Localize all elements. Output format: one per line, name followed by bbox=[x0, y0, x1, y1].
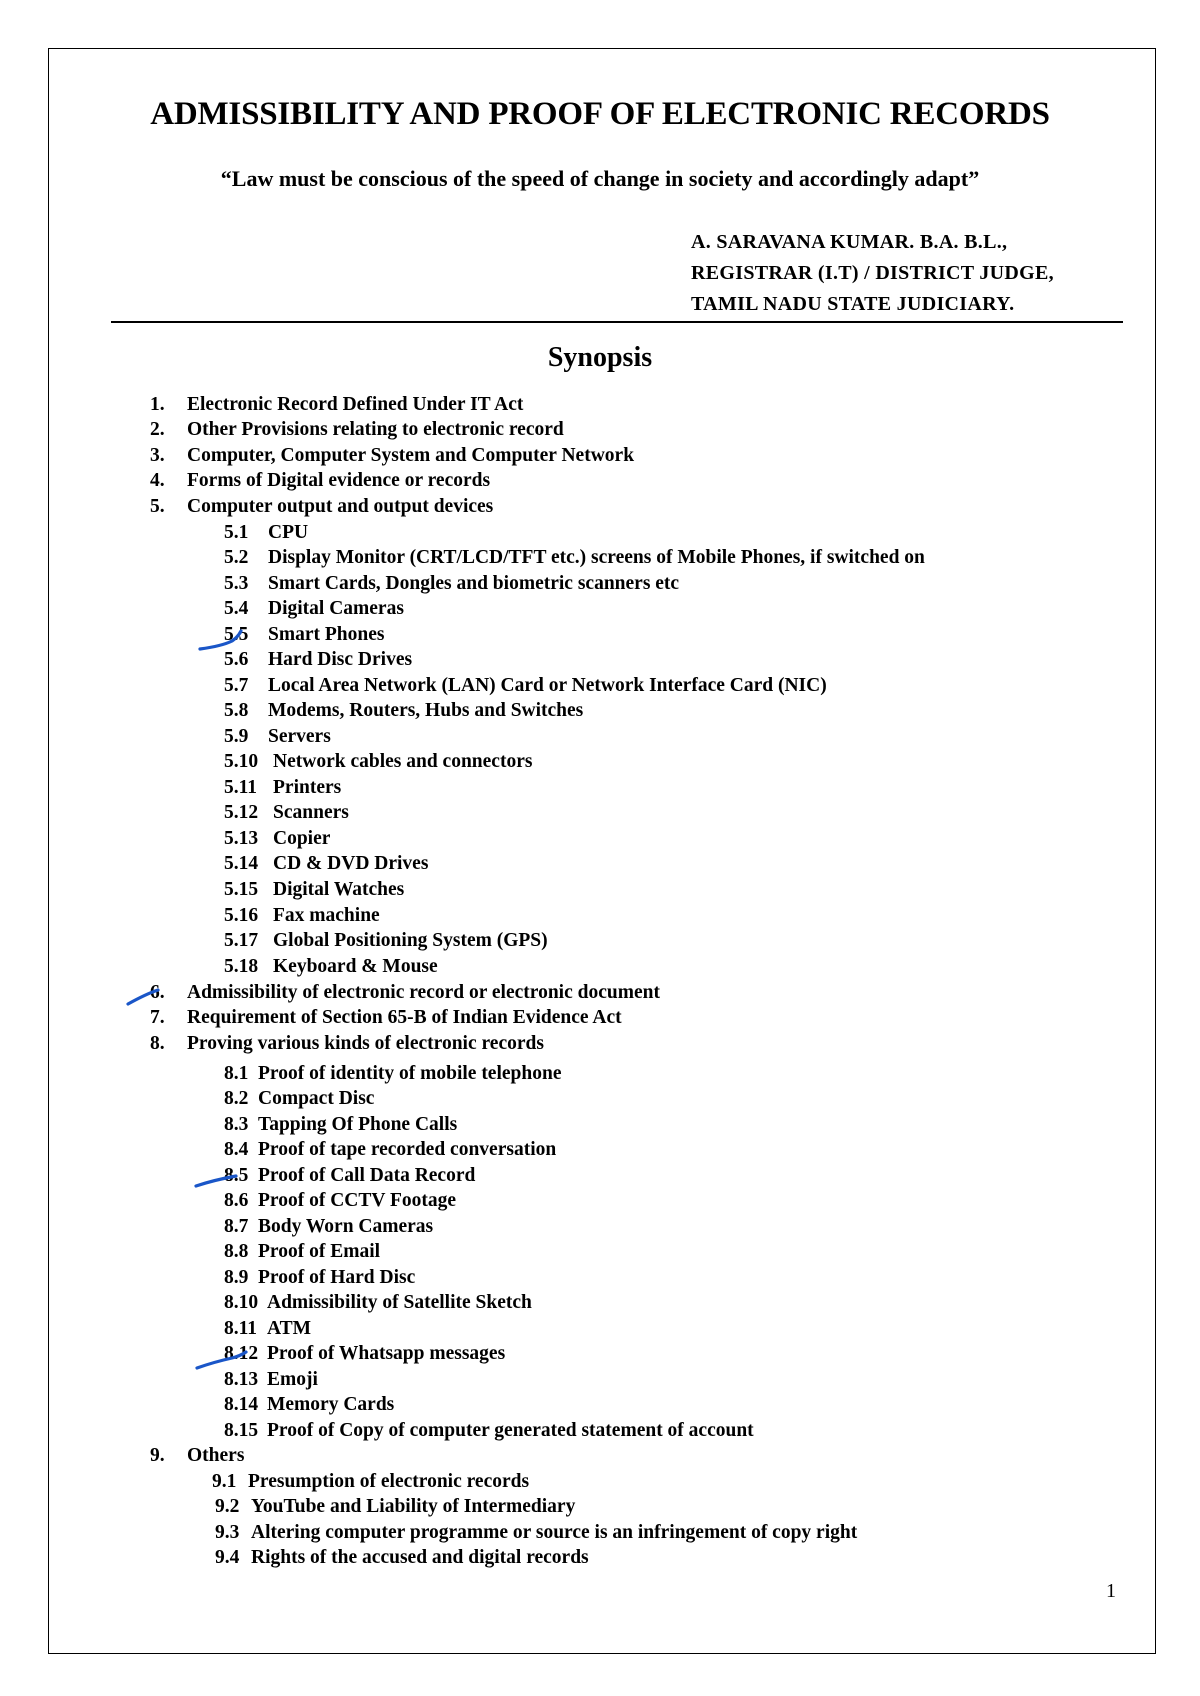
synopsis-item-text: Admissibility of electronic record or electronic document bbox=[187, 982, 660, 1003]
synopsis-item-text: Printers bbox=[273, 777, 342, 798]
synopsis-item bbox=[224, 1138, 556, 1162]
synopsis-item bbox=[224, 827, 330, 851]
synopsis-item-text: Digital Cameras bbox=[268, 598, 404, 619]
synopsis-item-number: 4. bbox=[150, 470, 165, 491]
synopsis-item-number: 5. bbox=[150, 496, 165, 517]
synopsis-item-number: 5.17 bbox=[224, 930, 259, 951]
synopsis-item bbox=[224, 852, 428, 876]
synopsis-item-number: 5.5 bbox=[224, 624, 249, 645]
synopsis-item-text: Body Worn Cameras bbox=[258, 1216, 434, 1237]
synopsis-item bbox=[150, 418, 564, 442]
synopsis-item bbox=[224, 904, 380, 928]
synopsis-item bbox=[224, 801, 349, 825]
synopsis-item-text: Digital Watches bbox=[273, 879, 405, 900]
page-number: 1 bbox=[1106, 1580, 1116, 1602]
synopsis-item-number: 5.18 bbox=[224, 956, 259, 977]
synopsis-item-text: Smart Phones bbox=[268, 624, 385, 645]
synopsis-item-number: 3. bbox=[150, 445, 165, 466]
synopsis-item bbox=[150, 1444, 244, 1468]
synopsis-item-text: Electronic Record Defined Under IT Act bbox=[187, 394, 524, 415]
synopsis-item-number: 8.7 bbox=[224, 1216, 249, 1237]
synopsis-item bbox=[150, 444, 634, 468]
synopsis-item bbox=[224, 1164, 475, 1188]
synopsis-item bbox=[150, 1032, 544, 1056]
synopsis-item-number: 8.2 bbox=[224, 1088, 249, 1109]
synopsis-item-number: 5.4 bbox=[224, 598, 249, 619]
synopsis-item-number: 5.16 bbox=[224, 905, 259, 926]
synopsis-item-number: 5.6 bbox=[224, 649, 249, 670]
synopsis-item bbox=[224, 597, 404, 621]
synopsis-item-text: CD & DVD Drives bbox=[273, 853, 429, 874]
synopsis-item-text: Proof of Copy of computer generated statement of account bbox=[267, 1420, 754, 1441]
synopsis-item-text: Proof of tape recorded conversation bbox=[258, 1139, 557, 1160]
document-title: ADMISSIBILITY AND PROOF OF ELECTRONIC RECORDS bbox=[150, 96, 1050, 132]
synopsis-item bbox=[224, 1266, 415, 1290]
synopsis-item-text: Scanners bbox=[273, 802, 349, 823]
author-designation: REGISTRAR (I.T) / DISTRICT JUDGE, bbox=[691, 262, 1054, 284]
synopsis-item-text: Global Positioning System (GPS) bbox=[273, 930, 548, 951]
synopsis-item-number: 9. bbox=[150, 1445, 165, 1466]
synopsis-item-text: Local Area Network (LAN) Card or Network Interface Card (NIC) bbox=[268, 675, 827, 696]
synopsis-item bbox=[224, 1215, 433, 1239]
synopsis-item bbox=[224, 1113, 457, 1137]
synopsis-item-text: CPU bbox=[268, 522, 309, 543]
synopsis-item-text: Admissibility of Satellite Sketch bbox=[267, 1292, 532, 1313]
synopsis-item bbox=[224, 776, 341, 800]
synopsis-item bbox=[224, 648, 412, 672]
synopsis-item-text: Modems, Routers, Hubs and Switches bbox=[268, 700, 584, 721]
synopsis-item bbox=[224, 1240, 380, 1264]
synopsis-item-text: Proof of Hard Disc bbox=[258, 1267, 416, 1288]
synopsis-item-number: 8.5 bbox=[224, 1165, 249, 1186]
synopsis-item-number: 8.9 bbox=[224, 1267, 249, 1288]
synopsis-item-text: ATM bbox=[267, 1318, 312, 1339]
synopsis-item bbox=[215, 1546, 589, 1570]
synopsis-item bbox=[150, 495, 493, 519]
synopsis-item bbox=[224, 1062, 561, 1086]
synopsis-item-text: Proving various kinds of electronic records bbox=[187, 1033, 544, 1054]
synopsis-item-text: Altering computer programme or source is an infringement of copy right bbox=[251, 1522, 858, 1543]
synopsis-item bbox=[215, 1521, 857, 1545]
synopsis-item bbox=[224, 955, 438, 979]
synopsis-item bbox=[150, 469, 490, 493]
synopsis-item-text: Proof of identity of mobile telephone bbox=[258, 1063, 562, 1084]
synopsis-item bbox=[224, 546, 925, 570]
synopsis-item-text: Hard Disc Drives bbox=[268, 649, 413, 670]
synopsis-item-number: 5.2 bbox=[224, 547, 249, 568]
synopsis-item bbox=[212, 1470, 529, 1494]
synopsis-item-number: 8.11 bbox=[224, 1318, 258, 1339]
synopsis-item-text: Presumption of electronic records bbox=[248, 1471, 530, 1492]
epigraph-quote: “Law must be conscious of the speed of change in society and accordingly adapt” bbox=[220, 166, 980, 191]
synopsis-item-text: Computer, Computer System and Computer Network bbox=[187, 445, 635, 466]
synopsis-item-number: 9.3 bbox=[215, 1522, 240, 1543]
synopsis-item bbox=[224, 1317, 311, 1341]
synopsis-item-number: 8.8 bbox=[224, 1241, 249, 1262]
synopsis-item-number: 2. bbox=[150, 419, 165, 440]
synopsis-item-text: Network cables and connectors bbox=[273, 751, 533, 772]
synopsis-item-number: 8.12 bbox=[224, 1343, 259, 1364]
synopsis-item-text: Tapping Of Phone Calls bbox=[258, 1114, 458, 1135]
synopsis-item bbox=[224, 521, 308, 545]
synopsis-item-text: Requirement of Section 65-B of Indian Evidence Act bbox=[187, 1007, 622, 1028]
synopsis-item-text: Others bbox=[187, 1445, 245, 1466]
synopsis-item-text: Servers bbox=[268, 726, 331, 747]
synopsis-item bbox=[224, 623, 384, 647]
synopsis-item-number: 8.14 bbox=[224, 1394, 259, 1415]
synopsis-item-text: YouTube and Liability of Intermediary bbox=[251, 1496, 576, 1517]
synopsis-item-text: Proof of Email bbox=[258, 1241, 381, 1262]
synopsis-item-number: 5.1 bbox=[224, 522, 249, 543]
synopsis-item-text: Proof of CCTV Footage bbox=[258, 1190, 457, 1211]
synopsis-item bbox=[215, 1495, 575, 1519]
synopsis-item-number: 8.3 bbox=[224, 1114, 249, 1135]
synopsis-item bbox=[150, 1006, 622, 1030]
synopsis-item-number: 5.3 bbox=[224, 573, 249, 594]
synopsis-item bbox=[150, 393, 523, 417]
author-organization: TAMIL NADU STATE JUDICIARY. bbox=[691, 293, 1015, 315]
synopsis-heading: Synopsis bbox=[547, 342, 653, 373]
synopsis-item bbox=[224, 1342, 505, 1366]
synopsis-item-text: Copier bbox=[273, 828, 331, 849]
synopsis-item-text: Emoji bbox=[267, 1369, 318, 1390]
synopsis-item bbox=[224, 1291, 532, 1315]
synopsis-item-text: Proof of Call Data Record bbox=[258, 1165, 476, 1186]
author-name: A. SARAVANA KUMAR. B.A. B.L., bbox=[691, 231, 1008, 253]
synopsis-item-text: Smart Cards, Dongles and biometric scanners etc bbox=[268, 573, 680, 594]
synopsis-item bbox=[224, 1087, 374, 1111]
synopsis-item-number: 7. bbox=[150, 1007, 165, 1028]
synopsis-item-text: Memory Cards bbox=[267, 1394, 395, 1415]
synopsis-item bbox=[224, 1189, 456, 1213]
synopsis-item-text: Forms of Digital evidence or records bbox=[187, 470, 491, 491]
synopsis-item-number: 5.10 bbox=[224, 751, 259, 772]
synopsis-item-number: 9.2 bbox=[215, 1496, 240, 1517]
synopsis-item bbox=[224, 929, 548, 953]
synopsis-item-number: 5.8 bbox=[224, 700, 249, 721]
synopsis-item bbox=[224, 572, 679, 596]
synopsis-item bbox=[224, 674, 827, 698]
synopsis-item-number: 8.6 bbox=[224, 1190, 249, 1211]
synopsis-item-text: Keyboard & Mouse bbox=[273, 956, 438, 977]
synopsis-item-number: 5.9 bbox=[224, 726, 249, 747]
synopsis-item-number: 8.4 bbox=[224, 1139, 249, 1160]
synopsis-item bbox=[224, 725, 331, 749]
synopsis-item bbox=[224, 699, 583, 723]
synopsis-item-number: 5.13 bbox=[224, 828, 259, 849]
synopsis-item-number: 8.1 bbox=[224, 1063, 249, 1084]
synopsis-item-text: Rights of the accused and digital records bbox=[251, 1547, 589, 1568]
synopsis-item-number: 8. bbox=[150, 1033, 165, 1054]
synopsis-item-number: 5.14 bbox=[224, 853, 259, 874]
synopsis-item-number: 5.7 bbox=[224, 675, 249, 696]
synopsis-item-text: Compact Disc bbox=[258, 1088, 375, 1109]
synopsis-item-number: 9.4 bbox=[215, 1547, 240, 1568]
synopsis-item-text: Computer output and output devices bbox=[187, 496, 494, 517]
synopsis-item-number: 5.15 bbox=[224, 879, 259, 900]
synopsis-item-text: Fax machine bbox=[273, 905, 380, 926]
synopsis-item-number: 5.12 bbox=[224, 802, 259, 823]
synopsis-item bbox=[224, 878, 404, 902]
synopsis-item-text: Proof of Whatsapp messages bbox=[267, 1343, 506, 1364]
synopsis-item-number: 5.11 bbox=[224, 777, 258, 798]
synopsis-item-number: 8.13 bbox=[224, 1369, 259, 1390]
synopsis-item-number: 9.1 bbox=[212, 1471, 237, 1492]
synopsis-item-number: 6. bbox=[150, 982, 165, 1003]
synopsis-item-number: 8.15 bbox=[224, 1420, 259, 1441]
synopsis-item-number: 1. bbox=[150, 394, 165, 415]
synopsis-item bbox=[150, 981, 660, 1005]
synopsis-item bbox=[224, 750, 532, 774]
synopsis-item-text: Display Monitor (CRT/LCD/TFT etc.) screens of Mobile Phones, if switched on bbox=[268, 547, 925, 568]
synopsis-item bbox=[224, 1368, 318, 1392]
synopsis-item-number: 8.10 bbox=[224, 1292, 259, 1313]
synopsis-item bbox=[224, 1393, 394, 1417]
synopsis-item-text: Other Provisions relating to electronic record bbox=[187, 419, 564, 440]
synopsis-item bbox=[224, 1419, 754, 1443]
